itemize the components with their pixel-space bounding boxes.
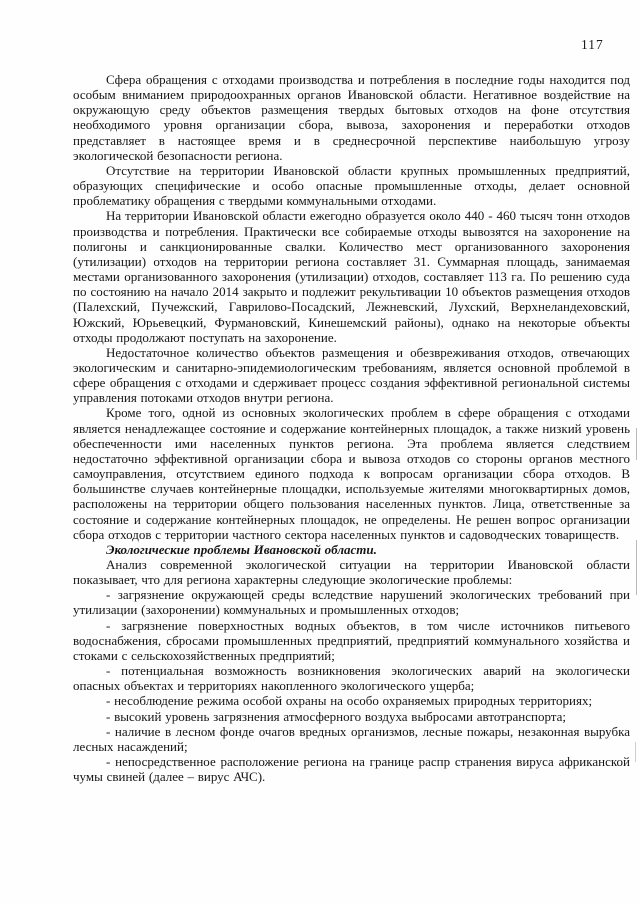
paragraph-container-sites: Кроме того, одной из основных экологических проблем в сфере обращения с отходами является ненадлежащее состояние и содержание контейнерных площадок, а также низкий уровень обеспеченности ими населенных пунктов региона. Эта проблема является следствием недостаточно эффективной организации сбора и вывоза отходов со стороны органов местного самоуправления, отсутствием единого подхода к вопросам организации сбора отходов. В большинстве случаев контейнерные площадки, используемые жителями многоквартирных домов, расположены на территории общего пользования населенных пунктов. Лица, ответственные за состояние и содержание контейнерных площадок, не определены. Не решен вопрос организации сбора отходов с территории частного сектора населенных пунктов и садоводческих товариществ. xyxy=(73,405,630,542)
paragraph-analysis-intro: Анализ современной экологической ситуации на территории Ивановской области показывает, что для региона характерны следующие экологические проблемы: xyxy=(73,557,630,588)
list-item-asf-virus: - непосредственное расположение региона на границе распр странения вируса африканской чумы свиней (далее – вирус АЧС). xyxy=(73,754,630,785)
paragraph-no-large-enterprises: Отсутствие на территории Ивановской области крупных промышленных предприятий, образующих специфические и особо опасные промышленные отходы, делает основной проблематику обращения с твердыми коммунальными отходами. xyxy=(73,162,630,209)
list-item-ecological-accidents: - потенциальная возможность возникновения экологических аварий на экологически опасных объектах и территориях накопленного экологического ущерба; xyxy=(73,663,630,694)
list-item-pollution-from-waste: - загрязнение окружающей среды вследствие нарушений экологических требований при утилизации (захоронении) коммунальных и промышленных отходов; xyxy=(73,587,630,618)
paragraph-waste-sphere: Сфера обращения с отходами производства и потребления в последние годы находится под особым вниманием природоохранных органов Ивановской области. Негативное воздействие на окружающую среду объектов размещения твердых бытовых отходов на фоне отсутствия необходимого уровня организации сбора, вывоза, захоронения и переработки отходов представляет в настоящее время и в среднесрочной перспективе наибольшую угрозу экологической безопасности региона. xyxy=(73,72,630,163)
list-item-water-pollution: - загрязнение поверхностных водных объектов, в том числе источников питьевого водоснабжения, сбросами промышленных предприятий, предприятий коммунального хозяйства и стоками с сельскохозяйственных предприятий; xyxy=(73,617,630,663)
section-heading-ecological-problems: Экологические проблемы Ивановской области. xyxy=(106,541,377,557)
list-item-air-pollution: - высокий уровень загрязнения атмосферного воздуха выбросами автотранспорта; xyxy=(106,708,567,724)
paragraph-insufficient-facilities: Недостаточное количество объектов размещения и обезвреживания отходов, отвечающих экологическим и санитарно-эпидемиологическим требованиям, является основной проблемой в сфере обращения с отходами и сдерживает процесс создания эффективной региональной системы управления потоками отходов внутри региона. xyxy=(73,344,630,406)
document-body xyxy=(73,72,630,784)
list-item-protected-areas: - несоблюдение режима особой охраны на особо охраняемых природных территориях; xyxy=(106,693,593,709)
paragraph-annual-waste-volume: На территории Ивановской области ежегодно образуется около 440 - 460 тысяч тонн отходов производства и потребления. Практически все собираемые отходы вывозятся на захоронение на полигоны и санкционированные свалки. Количество мест организованного захоронения (утилизации) отходов на территории региона составляет 31. Суммарная площадь, занимаемая местами организованного захоронения (утилизации) отходов, составляет 113 га. По решению суда по состоянию на начало 2014 закрыто и подлежит рекультивации 10 объектов размещения отходов (Палехский, Пучежский, Гаврилово-Посадский, Лежневский, Лухский, Верхнеландеховский, Южский, Юрьевецкий, Фурмановский, Кинешемский районы), однако на некоторые объекты отходы продолжают поступать на захоронение. xyxy=(73,208,630,345)
list-item-forest-problems: - наличие в лесном фонде очагов вредных организмов, лесные пожары, незаконная вырубка лесных насаждений; xyxy=(73,723,630,754)
scan-artifact-line xyxy=(636,428,637,460)
page-number: 117 xyxy=(581,37,604,52)
scan-artifact-line xyxy=(636,540,637,595)
scan-artifact-line xyxy=(635,742,636,762)
